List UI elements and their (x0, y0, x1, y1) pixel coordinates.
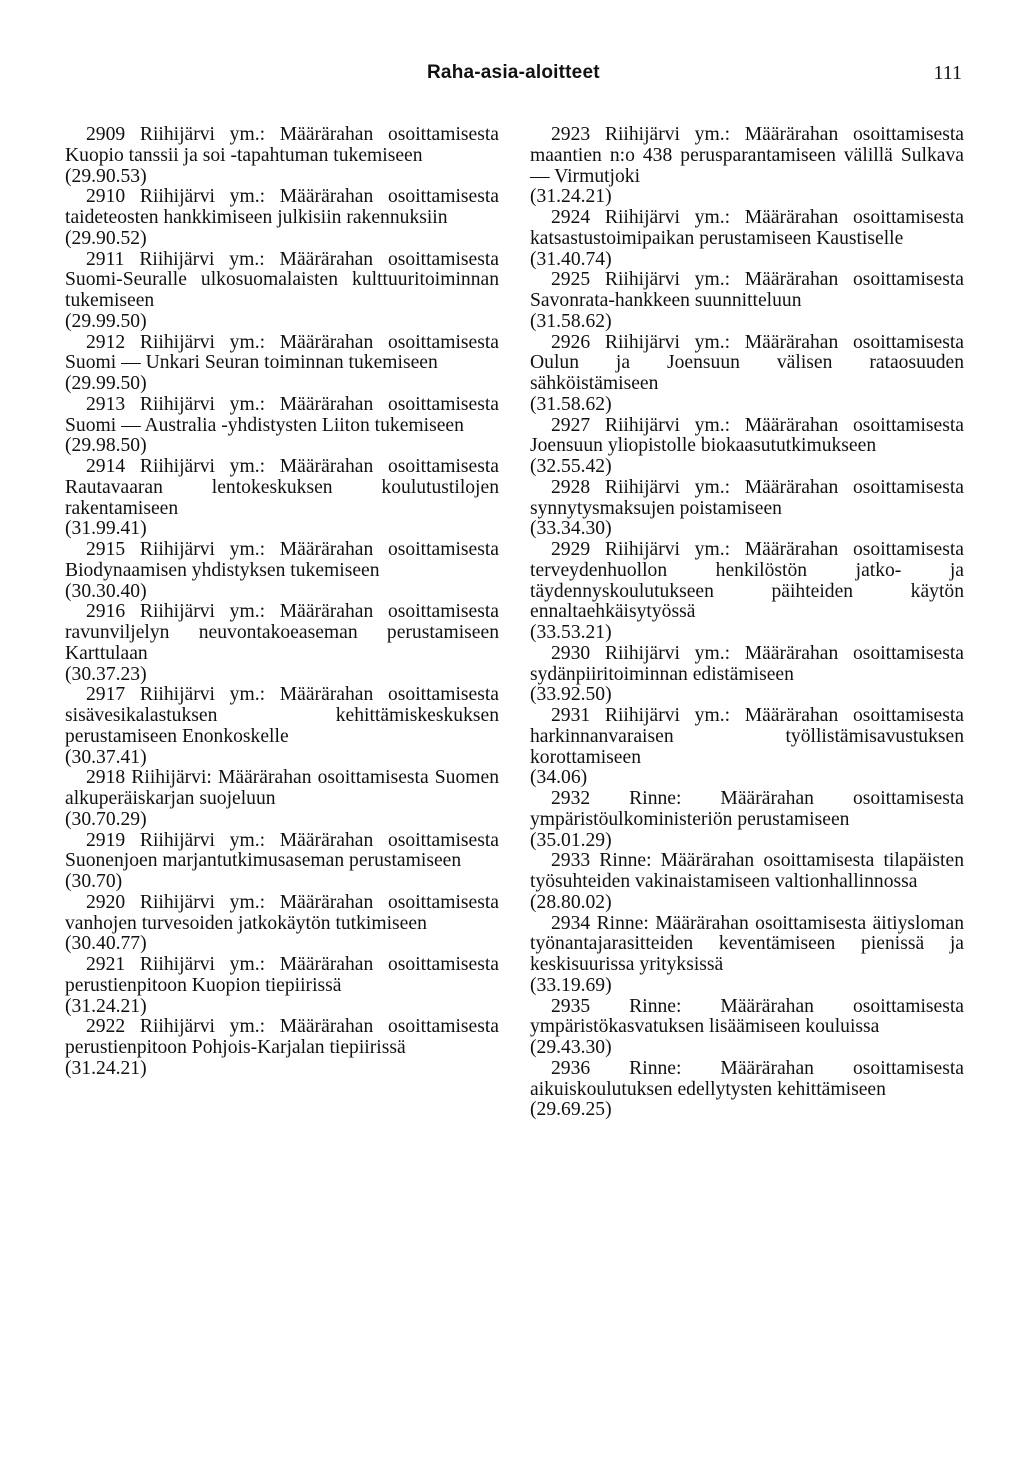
budget-code: (31.99.41) (65, 518, 147, 540)
budget-code: (30.37.41) (65, 746, 147, 768)
budget-code: (29.98.50) (65, 435, 147, 457)
budget-code: (31.24.21) (65, 1057, 147, 1079)
budget-code: (31.24.21) (65, 995, 147, 1017)
motion-entry-2924: 2924 Riihijärvi ym.: Määrärahan osoittamisesta katsastustoimipaikan perustamiseen Kaustiselle (31.40.74) (530, 207, 964, 270)
budget-code: (33.53.21) (530, 622, 612, 643)
motion-entry-2923: 2923 Riihijärvi ym.: Määrärahan osoittamisesta maantien n:o 438 perusparantamiseen välillä Sulkava — Virmutjoki (31.24.21) (530, 124, 964, 208)
motion-entry-2921: 2921 Riihijärvi ym.: Määrärahan osoittamisesta perustienpitoon Kuopion tiepiirissä (31.24.21) (65, 954, 499, 1017)
budget-code: (29.43.30) (530, 1037, 612, 1058)
motion-entry-2933: 2933 Rinne: Määrärahan osoittamisesta tilapäisten työsuhteiden vakinaistamiseen valtionhallinnossa (28.80.02) (530, 850, 964, 913)
budget-code: (30.40.77) (65, 933, 147, 955)
budget-code: (31.58.62) (530, 310, 612, 332)
budget-code: (29.69.25) (530, 1099, 612, 1121)
motion-entry-2917: 2917 Riihijärvi ym.: Määrärahan osoittamisesta sisävesikalastuksen kehittämiskeskuksen perustamiseen Enonkoskelle (30.37.41) (65, 684, 499, 768)
motion-entry-2918: 2918 Riihijärvi: Määrärahan osoittamisesta Suomen alkuperäiskarjan suojeluun (30.70.29) (65, 767, 499, 830)
motion-entry-2927: 2927 Riihijärvi ym.: Määrärahan osoittamisesta Joensuun yliopistolle biokaasututkimukseen (32.55.42) (530, 414, 964, 477)
budget-code: (29.99.50) (65, 373, 147, 394)
motion-entry-2915: 2915 Riihijärvi ym.: Määrärahan osoittamisesta Biodynaamisen yhdistyksen tukemiseen (30.30.40) (65, 539, 499, 602)
motion-entry-2919: 2919 Riihijärvi ym.: Määrärahan osoittamisesta Suonenjoen marjantutkimusaseman perustamiseen (30.70) (65, 829, 499, 892)
budget-code: (33.34.30) (530, 518, 612, 540)
budget-code: (30.30.40) (65, 580, 147, 602)
motion-entry-2934: 2934 Rinne: Määrärahan osoittamisesta äitiysloman työnantajarasitteiden keventämiseen pienissä ja keskisuurissa yrityksissä (33.19.69) (530, 912, 964, 996)
motion-entry-2911: 2911 Riihijärvi ym.: Määrärahan osoittamisesta Suomi-Seuralle ulkosuomalaisten kulttuuritoiminnan tukemiseen (29.99.50) (65, 248, 499, 332)
motion-entry-2925: 2925 Riihijärvi ym.: Määrärahan osoittamisesta Savonrata-hankkeen suunnitteluun (31.58.62) (530, 269, 964, 332)
motion-entry-2910: 2910 Riihijärvi ym.: Määrärahan osoittamisesta taideteosten hankkimiseen julkisiin rakennuksiin (29.90.52) (65, 186, 499, 249)
budget-code: (29.90.52) (65, 227, 147, 249)
motion-entry-2914: 2914 Riihijärvi ym.: Määrärahan osoittamisesta Rautavaaran lentokeskuksen koulutustilojen rakentamiseen (31.99.41) (65, 456, 499, 540)
motion-entry-2928: 2928 Riihijärvi ym.: Määrärahan osoittamisesta synnytysmaksujen poistamiseen (33.34.30) (530, 476, 964, 540)
budget-code: (29.90.53) (65, 165, 147, 187)
budget-code: (29.99.50) (65, 310, 147, 332)
motion-entry-2912: 2912 Riihijärvi ym.: Määrärahan osoittamisesta Suomi — Unkari Seuran toiminnan tukemiseen (29.99.50) (65, 331, 499, 394)
budget-code: (33.19.69) (530, 974, 612, 996)
motion-entry-2922: 2922 Riihijärvi ym.: Määrärahan osoittamisesta perustienpitoon Pohjois-Karjalan tiepiirissä (31.24.21) (65, 1016, 499, 1079)
budget-code: (30.70) (65, 871, 123, 892)
budget-code: (31.40.74) (530, 248, 612, 270)
budget-code: (30.37.23) (65, 663, 147, 685)
right-column (530, 125, 964, 1121)
motion-entry-2913: 2913 Riihijärvi ym.: Määrärahan osoittamisesta Suomi — Australia -yhdistysten Liiton tukemiseen (29.98.50) (65, 393, 499, 457)
motion-entry-2926: 2926 Riihijärvi ym.: Määrärahan osoittamisesta Oulun ja Joensuun välisen rataosuuden sähköistämiseen (31.58.62) (530, 331, 964, 415)
motion-entry-2935: 2935 Rinne: Määrärahan osoittamisesta ympäristökasvatuksen lisäämiseen kouluissa (29.43.30) (530, 995, 964, 1058)
motion-entry-2932: 2932 Rinne: Määrärahan osoittamisesta ympäristöulkoministeriön perustamiseen (35.01.29) (530, 788, 964, 851)
motion-entry-2930: 2930 Riihijärvi ym.: Määrärahan osoittamisesta sydänpiiritoiminnan edistämiseen (33.92.50) (530, 642, 964, 706)
motion-entry-2916: 2916 Riihijärvi ym.: Määrärahan osoittamisesta ravunviljelyn neuvontakoeaseman perustamiseen Karttulaan (30.37.23) (65, 601, 499, 685)
budget-code: (32.55.42) (530, 456, 612, 477)
motion-entry-2929: 2929 Riihijärvi ym.: Määrärahan osoittamisesta terveydenhuollon henkilöstön jatko- ja täydennyskoulutukseen päihteiden käytön ennaltaehkäisytyössä (33.53.21) (530, 539, 964, 643)
budget-code: (34.06) (530, 767, 588, 789)
page-header-title: Raha-asia-aloitteet (427, 62, 600, 83)
motion-entry-2909: 2909 Riihijärvi ym.: Määrärahan osoittamisesta Kuopio tanssii ja soi -tapahtuman tukemiseen (29.90.53) (65, 124, 499, 187)
budget-code: (30.70.29) (65, 808, 147, 830)
page-number: 111 (933, 62, 962, 84)
budget-code: (31.58.62) (530, 393, 612, 415)
motion-entry-2931: 2931 Riihijärvi ym.: Määrärahan osoittamisesta harkinnanvaraisen työllistämisavustuksen korottamiseen (34.06) (530, 705, 964, 789)
budget-code: (35.01.29) (530, 829, 612, 851)
motion-entry-2920: 2920 Riihijärvi ym.: Määrärahan osoittamisesta vanhojen turvesoiden jatkokäytön tutkimiseen (30.40.77) (65, 891, 499, 955)
budget-code: (31.24.21) (530, 186, 612, 208)
budget-code: (28.80.02) (530, 891, 612, 913)
left-column (65, 125, 499, 1080)
budget-code: (33.92.50) (530, 684, 612, 706)
motion-entry-2936: 2936 Rinne: Määrärahan osoittamisesta aikuiskoulutuksen edellytysten kehittämiseen (29.69.25) (530, 1057, 964, 1121)
